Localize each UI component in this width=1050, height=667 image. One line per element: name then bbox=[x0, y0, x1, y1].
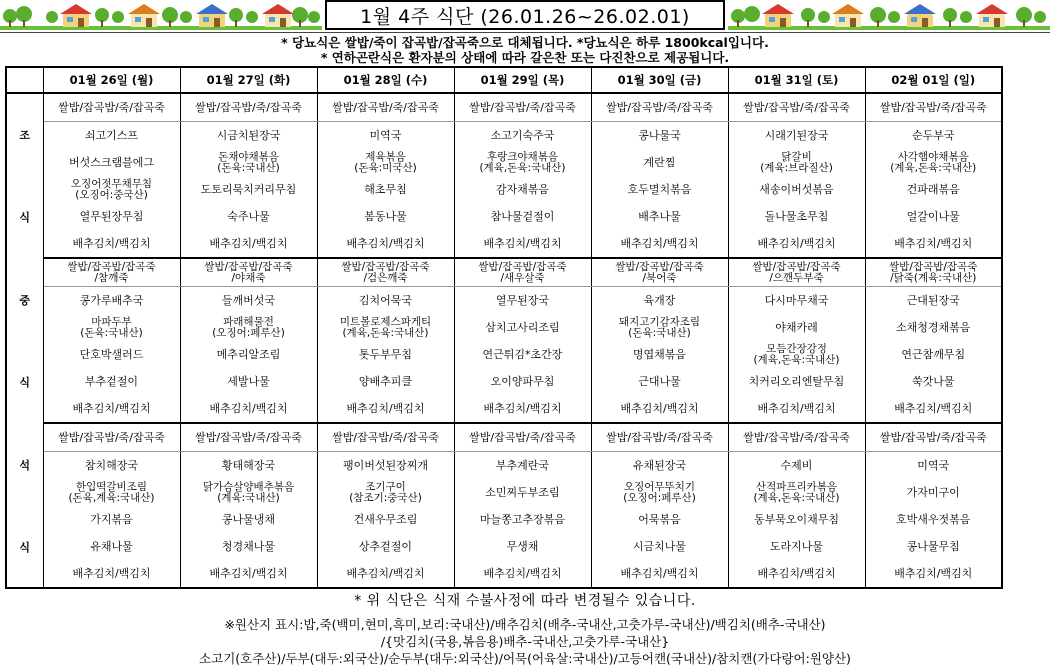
notice-dysphagia: * 연하곤란식은 환자분의 상태에 따라 갈은찬 또는 다진찬으로 제공됩니다. bbox=[320, 50, 730, 65]
menu-row bbox=[6, 258, 1002, 287]
menu-cell: 어묵볶음 bbox=[591, 506, 728, 533]
menu-cell: 쌀밥/잡곡밥/죽/잡곡죽 bbox=[317, 423, 454, 452]
notice-diabetic: * 당뇨식은 쌀밥/죽이 잡곡밥/잡곡죽으로 대체됩니다. *당뇨식은 하루 1800kcal입니다. bbox=[281, 35, 769, 50]
menu-row bbox=[6, 149, 1002, 176]
menu-row bbox=[6, 230, 1002, 258]
menu-cell: 쌀밥/잡곡밥/죽/잡곡죽 bbox=[454, 423, 591, 452]
menu-cell: 연근참깨무침 bbox=[865, 341, 1002, 368]
day-header: 01월 30일 (금) bbox=[591, 67, 728, 93]
menu-row bbox=[6, 395, 1002, 423]
menu-cell: 얼갈이나물 bbox=[865, 203, 1002, 230]
day-header-row bbox=[6, 67, 1002, 93]
menu-row bbox=[6, 368, 1002, 395]
menu-row bbox=[6, 452, 1002, 480]
menu-cell: 양배추피클 bbox=[317, 368, 454, 395]
menu-cell: 연근튀김*초간장 bbox=[454, 341, 591, 368]
decorative-village-left bbox=[0, 0, 322, 30]
menu-cell: 돼지고기감자조림 (돈육:국내산) bbox=[591, 314, 728, 341]
menu-cell: 참치해장국 bbox=[43, 452, 180, 480]
menu-cell: 소채청경채볶음 bbox=[865, 314, 1002, 341]
menu-cell: 무생채 bbox=[454, 533, 591, 560]
menu-cell: 배추김치/백김치 bbox=[728, 560, 865, 588]
menu-cell: 근대나물 bbox=[591, 368, 728, 395]
menu-cell: 시금치된장국 bbox=[180, 122, 317, 150]
menu-cell: 배추김치/백김치 bbox=[591, 560, 728, 588]
menu-cell: 들깨버섯국 bbox=[180, 287, 317, 315]
menu-cell: 유채나물 bbox=[43, 533, 180, 560]
menu-cell: 배추김치/백김치 bbox=[591, 395, 728, 423]
menu-cell: 닭가슴살양배추볶음 (계육:국내산) bbox=[180, 479, 317, 506]
menu-cell: 김치어묵국 bbox=[317, 287, 454, 315]
menu-cell: 배추김치/백김치 bbox=[454, 395, 591, 423]
menu-cell: 쑥갓나물 bbox=[865, 368, 1002, 395]
origin-line-1: ※원산지 표시:밥,죽(백미,현미,흑미,보리:국내산)/배추김치(배추-국내산,고춧가루-국내산)/백김치(배추-국내산) bbox=[224, 617, 826, 632]
menu-row bbox=[6, 533, 1002, 560]
menu-cell: 배추김치/백김치 bbox=[43, 230, 180, 258]
menu-cell: 수제비 bbox=[728, 452, 865, 480]
menu-cell: 감자채볶음 bbox=[454, 176, 591, 203]
menu-cell: 쌀밥/잡곡밥/죽/잡곡죽 bbox=[180, 93, 317, 122]
menu-cell: 파래해물전 (오징어:페루산) bbox=[180, 314, 317, 341]
header-corner bbox=[6, 67, 43, 93]
day-header: 01월 29일 (목) bbox=[454, 67, 591, 93]
menu-cell: 톳두부무침 bbox=[317, 341, 454, 368]
menu-cell: 쌀밥/잡곡밥/죽/잡곡죽 bbox=[865, 423, 1002, 452]
menu-cell: 쌀밥/잡곡밥/죽/잡곡죽 bbox=[317, 93, 454, 122]
menu-cell: 쌀밥/잡곡밥/죽/잡곡죽 bbox=[180, 423, 317, 452]
menu-cell: 소민찌두부조림 bbox=[454, 479, 591, 506]
menu-cell: 열무된장무침 bbox=[43, 203, 180, 230]
menu-cell: 배추김치/백김치 bbox=[317, 395, 454, 423]
meal-label-lunch-bottom: 식 bbox=[6, 341, 43, 423]
day-header: 01월 28일 (수) bbox=[317, 67, 454, 93]
menu-cell: 호박새우젓볶음 bbox=[865, 506, 1002, 533]
menu-cell: 배추김치/백김치 bbox=[180, 560, 317, 588]
menu-cell: 메추리알조림 bbox=[180, 341, 317, 368]
menu-cell: 미역국 bbox=[865, 452, 1002, 480]
menu-cell: 단호박샐러드 bbox=[43, 341, 180, 368]
menu-cell: 배추김치/백김치 bbox=[865, 230, 1002, 258]
menu-cell: 부추계란국 bbox=[454, 452, 591, 480]
menu-cell: 배추김치/백김치 bbox=[317, 230, 454, 258]
menu-cell: 상추겉절이 bbox=[317, 533, 454, 560]
menu-cell: 닭갈비 (계육:브라질산) bbox=[728, 149, 865, 176]
menu-cell: 시금치나물 bbox=[591, 533, 728, 560]
menu-cell: 쌀밥/잡곡밥/잡곡죽 /검은깨죽 bbox=[317, 258, 454, 287]
meal-label-dinner-top: 석 bbox=[6, 423, 43, 506]
menu-cell: 시래기된장국 bbox=[728, 122, 865, 150]
day-header: 01월 26일 (월) bbox=[43, 67, 180, 93]
menu-cell: 유채된장국 bbox=[591, 452, 728, 480]
menu-cell: 황태해장국 bbox=[180, 452, 317, 480]
menu-cell: 부추겉절이 bbox=[43, 368, 180, 395]
menu-cell: 배추김치/백김치 bbox=[591, 230, 728, 258]
menu-cell: 쌀밥/잡곡밥/죽/잡곡죽 bbox=[454, 93, 591, 122]
menu-cell: 삼치고사리조림 bbox=[454, 314, 591, 341]
day-header: 02월 01일 (일) bbox=[865, 67, 1002, 93]
menu-row bbox=[6, 287, 1002, 315]
menu-cell: 쌀밥/잡곡밥/잡곡죽 /참깨죽 bbox=[43, 258, 180, 287]
menu-cell: 조기구이 (참조기:중국산) bbox=[317, 479, 454, 506]
weekly-menu-table bbox=[5, 66, 1003, 589]
header-divider bbox=[0, 32, 1050, 33]
menu-cell: 오징어젓무채무침 (오징어:중국산) bbox=[43, 176, 180, 203]
origin-line-3: 소고기(호주산)/두부(대두:외국산)/순두부(대두:외국산)/어묵(어육살:국내산)/고등어캔(국내산)/참치캔(가다랑어:원양산) bbox=[199, 651, 851, 666]
menu-cell: 쌀밥/잡곡밥/죽/잡곡죽 bbox=[43, 93, 180, 122]
menu-cell: 근대된장국 bbox=[865, 287, 1002, 315]
menu-row bbox=[6, 341, 1002, 368]
menu-row bbox=[6, 423, 1002, 452]
menu-cell: 미역국 bbox=[317, 122, 454, 150]
change-notice: * 위 식단은 식재 수불사정에 따라 변경될수 있습니다. bbox=[354, 593, 696, 609]
menu-cell: 순두부국 bbox=[865, 122, 1002, 150]
menu-row bbox=[6, 479, 1002, 506]
menu-cell: 배추김치/백김치 bbox=[317, 560, 454, 588]
menu-cell: 가지볶음 bbox=[43, 506, 180, 533]
meal-label-breakfast-top: 조 bbox=[6, 93, 43, 176]
menu-cell: 쌀밥/잡곡밥/잡곡죽 /새우살죽 bbox=[454, 258, 591, 287]
menu-cell: 쇠고기스프 bbox=[43, 122, 180, 150]
menu-cell: 건새우무조림 bbox=[317, 506, 454, 533]
menu-cell: 참나물겉절이 bbox=[454, 203, 591, 230]
menu-cell: 쌀밥/잡곡밥/죽/잡곡죽 bbox=[728, 423, 865, 452]
meal-label-breakfast-bottom: 식 bbox=[6, 176, 43, 258]
menu-row bbox=[6, 176, 1002, 203]
menu-cell: 명엽채볶음 bbox=[591, 341, 728, 368]
menu-row bbox=[6, 93, 1002, 122]
menu-cell: 소고기숙주국 bbox=[454, 122, 591, 150]
menu-cell: 배추김치/백김치 bbox=[728, 395, 865, 423]
menu-cell: 배추김치/백김치 bbox=[865, 560, 1002, 588]
menu-cell: 쌀밥/잡곡밥/죽/잡곡죽 bbox=[728, 93, 865, 122]
menu-cell: 배추김치/백김치 bbox=[180, 230, 317, 258]
menu-cell: 사각햄야채볶음 (계육,돈육:국내산) bbox=[865, 149, 1002, 176]
menu-cell: 도라지나물 bbox=[728, 533, 865, 560]
menu-cell: 쌀밥/잡곡밥/잡곡죽 /닭죽(계육:국내산) bbox=[865, 258, 1002, 287]
menu-cell: 마늘쫑고추장볶음 bbox=[454, 506, 591, 533]
decorative-village-right bbox=[728, 0, 1050, 30]
menu-cell: 팽이버섯된장찌개 bbox=[317, 452, 454, 480]
menu-cell: 콩나물냉채 bbox=[180, 506, 317, 533]
menu-cell: 쌀밥/잡곡밥/잡곡죽 /북어죽 bbox=[591, 258, 728, 287]
menu-cell: 배추김치/백김치 bbox=[454, 560, 591, 588]
menu-cell: 산적파프리카볶음 (계육,돈육:국내산) bbox=[728, 479, 865, 506]
menu-cell: 쌀밥/잡곡밥/죽/잡곡죽 bbox=[591, 423, 728, 452]
menu-row bbox=[6, 560, 1002, 588]
page-title: 1월 4주 식단 (26.01.26~26.02.01) bbox=[325, 0, 725, 30]
menu-row bbox=[6, 314, 1002, 341]
menu-cell: 열무된장국 bbox=[454, 287, 591, 315]
menu-cell: 쌀밥/잡곡밥/죽/잡곡죽 bbox=[865, 93, 1002, 122]
menu-cell: 배추김치/백김치 bbox=[454, 230, 591, 258]
menu-cell: 봄동나물 bbox=[317, 203, 454, 230]
menu-cell: 배추김치/백김치 bbox=[865, 395, 1002, 423]
menu-cell: 한입떡갈비조림 (돈육,계육:국내산) bbox=[43, 479, 180, 506]
menu-cell: 세발나물 bbox=[180, 368, 317, 395]
menu-cell: 배추김치/백김치 bbox=[43, 395, 180, 423]
menu-cell: 가자미구이 bbox=[865, 479, 1002, 506]
menu-cell: 동부묵오이채무침 bbox=[728, 506, 865, 533]
meal-label-lunch-top: 중 bbox=[6, 258, 43, 341]
menu-cell: 콩나물국 bbox=[591, 122, 728, 150]
menu-cell: 호두멸치볶음 bbox=[591, 176, 728, 203]
menu-cell: 도토리묵치커리무침 bbox=[180, 176, 317, 203]
menu-cell: 다시마무채국 bbox=[728, 287, 865, 315]
menu-cell: 오이양파무침 bbox=[454, 368, 591, 395]
menu-cell: 마파두부 (돈육:국내산) bbox=[43, 314, 180, 341]
menu-cell: 쌀밥/잡곡밥/잡곡죽 /야채죽 bbox=[180, 258, 317, 287]
menu-cell: 야채카레 bbox=[728, 314, 865, 341]
menu-cell: 후랑크야채볶음 (계육,돈육:국내산) bbox=[454, 149, 591, 176]
menu-cell: 육개장 bbox=[591, 287, 728, 315]
menu-cell: 쌀밥/잡곡밥/잡곡죽 /으깬두부죽 bbox=[728, 258, 865, 287]
menu-cell: 쌀밥/잡곡밥/죽/잡곡죽 bbox=[43, 423, 180, 452]
menu-cell: 숙주나물 bbox=[180, 203, 317, 230]
menu-row bbox=[6, 203, 1002, 230]
menu-cell: 돈채야채볶음 (돈육:국내산) bbox=[180, 149, 317, 176]
menu-cell: 배추김치/백김치 bbox=[728, 230, 865, 258]
menu-cell: 치커리오리엔탈무침 bbox=[728, 368, 865, 395]
menu-cell: 배추김치/백김치 bbox=[43, 560, 180, 588]
menu-cell: 건파래볶음 bbox=[865, 176, 1002, 203]
menu-cell: 쌀밥/잡곡밥/죽/잡곡죽 bbox=[591, 93, 728, 122]
menu-cell: 제육볶음 (돈육:미국산) bbox=[317, 149, 454, 176]
day-header: 01월 27일 (화) bbox=[180, 67, 317, 93]
menu-cell: 오징어무뚜치기 (오징어:페루산) bbox=[591, 479, 728, 506]
menu-cell: 돌나물초무침 bbox=[728, 203, 865, 230]
menu-cell: 새송이버섯볶음 bbox=[728, 176, 865, 203]
meal-label-dinner-bottom: 식 bbox=[6, 506, 43, 588]
menu-cell: 콩가루배추국 bbox=[43, 287, 180, 315]
menu-cell: 계란찜 bbox=[591, 149, 728, 176]
origin-line-2: /{맛김치(국용,볶음용)배추-국내산,고춧가루-국내산} bbox=[380, 634, 670, 649]
menu-cell: 청경채나물 bbox=[180, 533, 317, 560]
menu-cell: 콩나물무침 bbox=[865, 533, 1002, 560]
day-header: 01월 31일 (토) bbox=[728, 67, 865, 93]
menu-row bbox=[6, 122, 1002, 150]
menu-cell: 버섯스크램블에그 bbox=[43, 149, 180, 176]
menu-row bbox=[6, 506, 1002, 533]
menu-cell: 모듬간장강정 (계육,돈육:국내산) bbox=[728, 341, 865, 368]
menu-cell: 미트볼로제스파게티 (계육,돈육:국내산) bbox=[317, 314, 454, 341]
menu-cell: 해초무침 bbox=[317, 176, 454, 203]
menu-cell: 배추김치/백김치 bbox=[180, 395, 317, 423]
menu-cell: 배추나물 bbox=[591, 203, 728, 230]
